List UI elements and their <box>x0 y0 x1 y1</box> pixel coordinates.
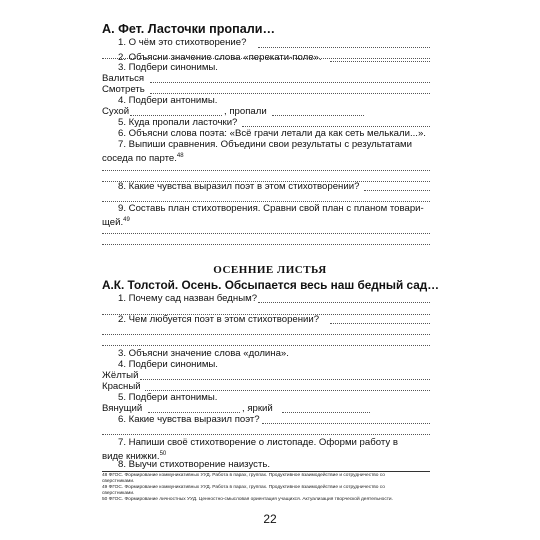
s2-q7-line1: 7. Напиши своё стихотворение о листопаде. Оформи работу в <box>118 437 398 448</box>
s1-q1: 1. О чём это стихотворение? <box>118 37 247 48</box>
answer-line[interactable] <box>364 190 430 191</box>
section-2-title: А.К. Толстой. Осень. Обсыпается весь наш бедный сад… <box>102 278 440 292</box>
footnote-line: 48 ФГОС. Формирование коммуникативных УУД. Работа в парах, группах. Продуктивное взаимодействие и сотрудничество со <box>102 473 385 478</box>
answer-line[interactable] <box>145 390 430 391</box>
answer-line[interactable] <box>102 233 430 234</box>
s1-word-smotret: Смотреть <box>102 84 145 95</box>
footnote-line: сверстниками. <box>102 479 135 484</box>
s1-q5: 5. Куда пропали ласточки? <box>118 117 238 128</box>
s2-word-yarkiy: , яркий <box>242 403 273 414</box>
answer-line[interactable] <box>148 412 240 413</box>
answer-line[interactable] <box>262 423 430 424</box>
s1-q8: 8. Какие чувства выразил поэт в этом стихотворении? <box>118 181 360 192</box>
s2-q7-line2: виде книжки.$^{50}$ <box>102 451 167 463</box>
answer-line[interactable] <box>258 47 430 48</box>
s1-word-sukhoy: Сухой <box>102 106 130 117</box>
s1-q7-line2: соседа по парте.$^{48}$ <box>102 153 184 165</box>
s1-q9-line1: 9. Составь план стихотворения. Сравни свой план с планом товари- <box>118 203 424 214</box>
answer-line[interactable] <box>102 170 430 171</box>
s2-word-zhyoltiy: Жёлтый <box>102 370 139 381</box>
section-1-title: А. Фет. Ласточки пропали… <box>102 22 276 36</box>
s1-q6: 6. Объясни слова поэта: «Всё грачи летали да как сеть мелькали...». <box>118 128 426 139</box>
answer-line[interactable] <box>282 412 370 413</box>
footnote-line: сверстниками. <box>102 491 135 496</box>
answer-line[interactable] <box>102 244 430 245</box>
s1-q9-line2: щей.$^{49}$ <box>102 217 130 229</box>
answer-line[interactable] <box>140 379 430 380</box>
answer-line[interactable] <box>150 93 430 94</box>
footnote-line: 49 ФГОС. Формирование коммуникативных УУД. Работа в парах, группах. Продуктивное взаимодействие и сотрудничество со <box>102 485 385 490</box>
s2-q6: 6. Какие чувства выразил поэт? <box>118 414 260 425</box>
section-heading: ОСЕННИЕ ЛИСТЬЯ <box>213 264 327 276</box>
answer-line[interactable] <box>272 115 364 116</box>
s1-q3: 3. Подбери синонимы. <box>118 62 218 73</box>
answer-line[interactable] <box>102 334 430 335</box>
answer-line[interactable] <box>330 323 430 324</box>
footnote-rule <box>102 471 430 472</box>
s1-word-valitsya: Валиться <box>102 73 145 84</box>
s1-q4: 4. Подбери антонимы. <box>118 95 218 106</box>
s2-q5: 5. Подбери антонимы. <box>118 392 218 403</box>
answer-line[interactable] <box>150 82 430 83</box>
answer-line[interactable] <box>102 434 430 435</box>
answer-line[interactable] <box>130 115 222 116</box>
s1-word-propali: , пропали <box>224 106 267 117</box>
answer-line[interactable] <box>258 302 430 303</box>
answer-line[interactable] <box>102 345 430 346</box>
answer-line[interactable] <box>102 201 430 202</box>
answer-line[interactable] <box>242 126 430 127</box>
s2-q8: 8. Выучи стихотворение наизусть. <box>118 459 271 470</box>
s2-q3: 3. Объясни значение слова «долина». <box>118 348 289 359</box>
s2-q1: 1. Почему сад назван бедным? <box>118 293 258 304</box>
footnote-line: 50 ФГОС. Формирование личностных УУД. Ценностно-смысловая ориентация учащихся. Актуализация творческой деятельности. <box>102 497 393 502</box>
s1-q7-line1: 7. Выпиши сравнения. Объедини свои результаты с результатами <box>118 139 412 150</box>
page-number: 22 <box>263 512 277 526</box>
s2-word-vyanushchiy: Вянущий <box>102 403 143 414</box>
s2-word-krasniy: Красный <box>102 381 141 392</box>
s2-q2: 2. Чем любуется поэт в этом стихотворении? <box>118 314 320 325</box>
s1-q2: 2. Объясни значение слова «перекати-поле». <box>118 52 322 63</box>
s2-q4: 4. Подбери синонимы. <box>118 359 218 370</box>
